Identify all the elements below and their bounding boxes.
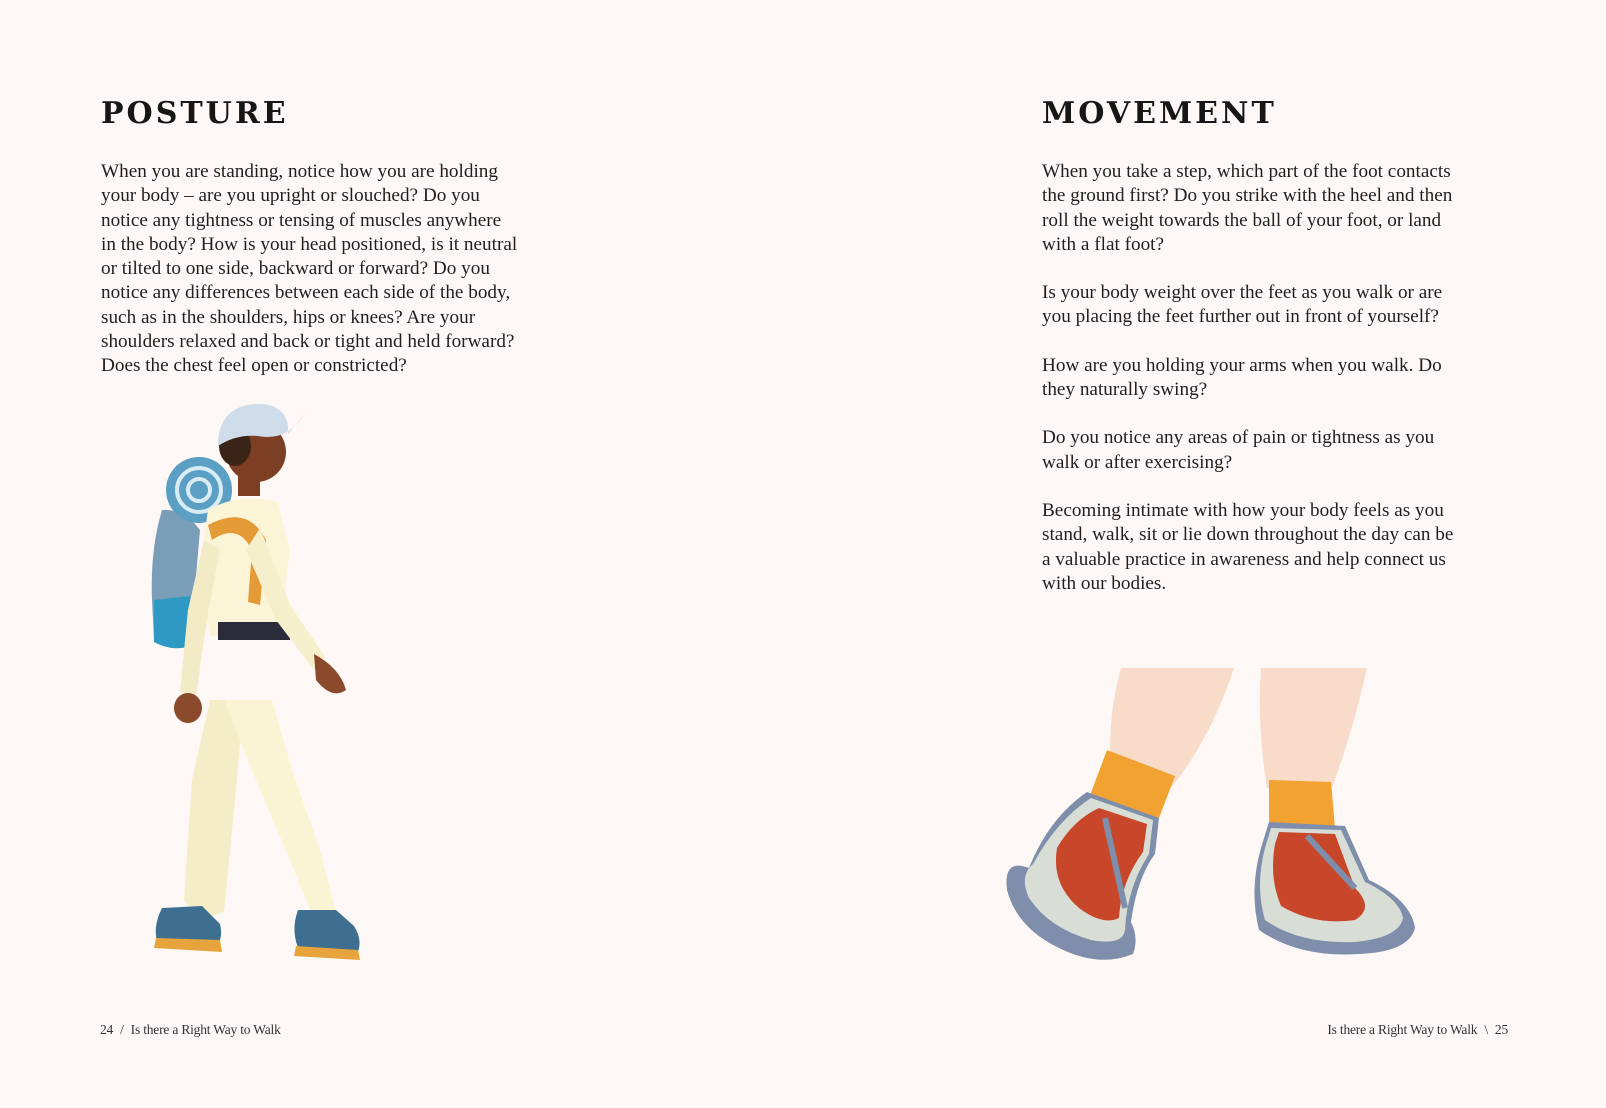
footer-separator: \ bbox=[1484, 1022, 1488, 1037]
page-number-left: 24 bbox=[100, 1022, 114, 1037]
left-footer bbox=[100, 1022, 281, 1038]
movement-heading: MOVEMENT bbox=[1042, 96, 1277, 131]
walking-boots-illustration bbox=[999, 668, 1429, 988]
movement-body bbox=[1042, 160, 1512, 620]
page-number-right: 25 bbox=[1494, 1022, 1508, 1037]
movement-paragraph: How are you holding your arms when you walk. Do they naturally swing? bbox=[1042, 354, 1442, 401]
movement-paragraph: Becoming intimate with how your body feels as you stand, walk, sit or lie down throughout the day can be a valuable practice in awareness and help connect us with our bodies. bbox=[1042, 499, 1454, 594]
movement-paragraph: Do you notice any areas of pain or tightness as you walk or after exercising? bbox=[1042, 427, 1435, 473]
running-title-right: Is there a Right Way to Walk bbox=[1327, 1022, 1478, 1037]
posture-heading: POSTURE bbox=[101, 96, 289, 131]
footer-separator: / bbox=[120, 1022, 124, 1037]
movement-paragraph: Is your body weight over the feet as you walk or are you placing the feet further out in front of yourself? bbox=[1042, 282, 1443, 328]
movement-paragraph: When you take a step, which part of the foot contacts the ground first? Do you strike with the heel and then roll the weight towards the ball of your foot, or land with a flat foot? bbox=[1042, 161, 1453, 255]
posture-body bbox=[101, 160, 581, 403]
running-title-left: Is there a Right Way to Walk bbox=[130, 1022, 281, 1037]
hiker-with-backpack-illustration bbox=[140, 400, 380, 990]
right-footer bbox=[1327, 1022, 1508, 1038]
right-page bbox=[803, 0, 1606, 1108]
posture-paragraph: When you are standing, notice how you are holding your body – are you upright or slouched? Do you notice any tightness or tensing of muscles anywhere in the body? How is your head positioned, is it neutral or tilted to one side, backward or forward? Do you notice any differences between each side of the body, such as in the shoulders, hips or knees? Are your shoulders relaxed and back or tight and held forward? Does the chest feel open or constricted? bbox=[101, 161, 518, 377]
